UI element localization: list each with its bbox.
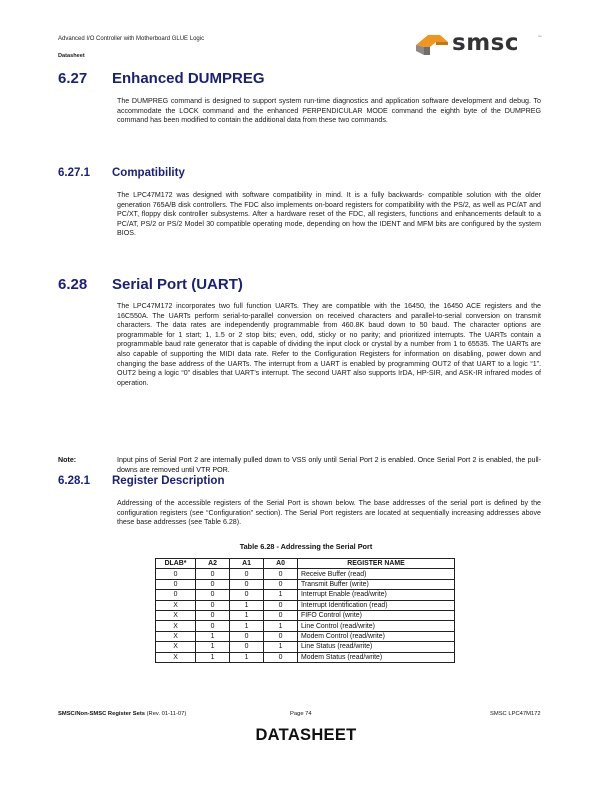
section-number: 6.27.1 xyxy=(58,167,90,179)
section-body-6-27: The DUMPREG command is designed to support system run-time diagnostics and application software development and debug. To accommodate the LOCK command and the enhanced PERPENDICULAR MODE command the eighth byte of the DUMPREG command has been modified to contain the additional data from these two commands. xyxy=(117,97,541,125)
cell-a2: 1 xyxy=(196,642,230,652)
document-type: Datasheet xyxy=(58,53,85,59)
table-row xyxy=(156,579,455,589)
cell-a1: 1 xyxy=(230,610,264,620)
cell-a2: 1 xyxy=(196,631,230,641)
section-title: Serial Port (UART) xyxy=(112,276,243,293)
cell-a0: 0 xyxy=(264,652,298,662)
table-row xyxy=(156,600,455,610)
cell-a1: 1 xyxy=(230,621,264,631)
column-header-a2: A2 xyxy=(196,559,230,569)
section-number: 6.28.1 xyxy=(58,475,90,487)
datasheet-banner: DATASHEET xyxy=(255,726,357,744)
cell-dlab: X xyxy=(156,631,196,641)
cell-dlab: 0 xyxy=(156,569,196,579)
logo-wordmark: smsc xyxy=(452,30,519,56)
table-row xyxy=(156,652,455,662)
cell-a0: 1 xyxy=(264,642,298,652)
cell-register-name: Interrupt Identification (read) xyxy=(298,600,455,610)
cell-a0: 0 xyxy=(264,600,298,610)
section-title: Enhanced DUMPREG xyxy=(112,70,265,87)
cell-dlab: X xyxy=(156,642,196,652)
table-row xyxy=(156,569,455,579)
cell-dlab: X xyxy=(156,600,196,610)
cell-a0: 0 xyxy=(264,631,298,641)
footer-revision: (Rev. 01-11-07) xyxy=(144,711,187,717)
table-row xyxy=(156,610,455,620)
cell-register-name: Receive Buffer (read) xyxy=(298,569,455,579)
section-heading-6-28 xyxy=(58,276,243,293)
section-number: 6.28 xyxy=(58,276,88,293)
page-number: Page 74 xyxy=(290,711,312,717)
cell-dlab: 0 xyxy=(156,579,196,589)
cell-register-name: Line Control (read/write) xyxy=(298,621,455,631)
table-caption: Table 6.28 - Addressing the Serial Port xyxy=(239,542,373,551)
cell-a1: 0 xyxy=(230,590,264,600)
cell-a0: 0 xyxy=(264,610,298,620)
cell-a2: 0 xyxy=(196,621,230,631)
cell-a1: 0 xyxy=(230,631,264,641)
serial-port-address-table xyxy=(155,558,455,663)
cell-a0: 1 xyxy=(264,621,298,631)
section-body-6-27-1: The LPC47M172 was designed with software compatibility in mind. It is a fully backwards- compatible solution with the older generation 765A/B disk controllers. The FDC also implements on-board registers for compatibility with the PS/2, as well as PC/AT and PC/XT, floppy disk controller subsystems. After a hardware reset of the FDC, all registers, functions and enhancements default to a PC/AT, PS/2 or PS/2 Model 30 compatible operating mode, depending on how the IDENT and MFM bits are configured by the system BIOS. xyxy=(117,191,541,238)
footer-product: SMSC LPC47M172 xyxy=(490,711,541,717)
cell-a2: 0 xyxy=(196,579,230,589)
footer-section-name: SMSC/Non-SMSC Register Sets xyxy=(58,711,145,717)
table-header-row xyxy=(156,559,455,569)
logo-trademark: ™ xyxy=(538,35,542,39)
note-text: Input pins of Serial Port 2 are internally pulled down to VSS only until Serial Port 2 is enabled. Once Serial Port 2 is enabled, the pull-downs are removed until VTR POR. xyxy=(117,456,541,474)
cell-a2: 0 xyxy=(196,590,230,600)
table-row xyxy=(156,631,455,641)
cell-a0: 0 xyxy=(264,569,298,579)
cell-a0: 1 xyxy=(264,590,298,600)
cell-dlab: X xyxy=(156,621,196,631)
table-row xyxy=(156,642,455,652)
cell-a2: 1 xyxy=(196,652,230,662)
cell-register-name: Modem Status (read/write) xyxy=(298,652,455,662)
column-header-dlab: DLAB* xyxy=(156,559,196,569)
cell-register-name: Line Status (read/write) xyxy=(298,642,455,652)
section-heading-6-27 xyxy=(58,70,265,87)
cell-a1: 1 xyxy=(230,600,264,610)
cell-a1: 0 xyxy=(230,579,264,589)
footer-section-info xyxy=(58,711,186,717)
table-row xyxy=(156,621,455,631)
cell-a0: 0 xyxy=(264,579,298,589)
cell-register-name: Modem Control (read/write) xyxy=(298,631,455,641)
section-body-6-28-1: Addressing of the accessible registers of the Serial Port is shown below. The base addresses of the serial port is defined by the configuration registers (see “Configuration” section). The Serial Port registers are located at sequentially increasing addresses above these base addresses (see Table 6.28). xyxy=(117,499,541,527)
cell-register-name: Interrupt Enable (read/write) xyxy=(298,590,455,600)
column-header-register-name: REGISTER NAME xyxy=(298,559,455,569)
section-body-6-28: The LPC47M172 incorporates two full function UARTs. They are compatible with the 16450, the 16450 ACE registers and the 16C550A. The UARTs perform serial-to-parallel conversion on received characters and parallel-to-serial conversion on transmit characters. The data rates are independently programmable from 460.8K baud down to 50 baud. The character options are programmable for 1 start; 1, 1.5 or 2 stop bits; even, odd, sticky or no parity; and prioritized interrupts. The UARTs contain a programmable baud rate generator that is capable of dividing the input clock or crystal by a number from 1 to 65535. The UARTs are also capable of supporting the MIDI data rate. Refer to the Configuration Registers for information on disabling, power down and changing the base address of the UARTs. The interrupt from a UART is enabled by programming OUT2 of that UART to a logic “1”. OUT2 being a logic “0” disables that UART’s interrupt. The second UART also supports IrDA, HP-SIR, and ASK-IR infrared modes of operation. xyxy=(117,302,541,387)
cell-register-name: Transmit Buffer (write) xyxy=(298,579,455,589)
cell-a2: 0 xyxy=(196,569,230,579)
cell-dlab: X xyxy=(156,610,196,620)
section-heading-6-28-1 xyxy=(58,475,224,487)
column-header-a1: A1 xyxy=(230,559,264,569)
cell-a1: 0 xyxy=(230,569,264,579)
column-header-a0: A0 xyxy=(264,559,298,569)
table-row xyxy=(156,590,455,600)
cell-dlab: 0 xyxy=(156,590,196,600)
smsc-logo-icon xyxy=(414,33,450,57)
cell-a2: 0 xyxy=(196,600,230,610)
cell-a1: 0 xyxy=(230,642,264,652)
cell-register-name: FIFO Control (write) xyxy=(298,610,455,620)
cell-dlab: X xyxy=(156,652,196,662)
section-title: Register Description xyxy=(112,475,225,487)
smsc-logo xyxy=(414,30,550,57)
section-title: Compatibility xyxy=(112,167,185,179)
note-label: Note: xyxy=(58,456,77,464)
section-number: 6.27 xyxy=(58,70,88,87)
cell-a2: 0 xyxy=(196,610,230,620)
document-title: Advanced I/O Controller with Motherboard GLUE Logic xyxy=(58,36,205,42)
cell-a1: 1 xyxy=(230,652,264,662)
section-heading-6-27-1 xyxy=(58,167,185,179)
